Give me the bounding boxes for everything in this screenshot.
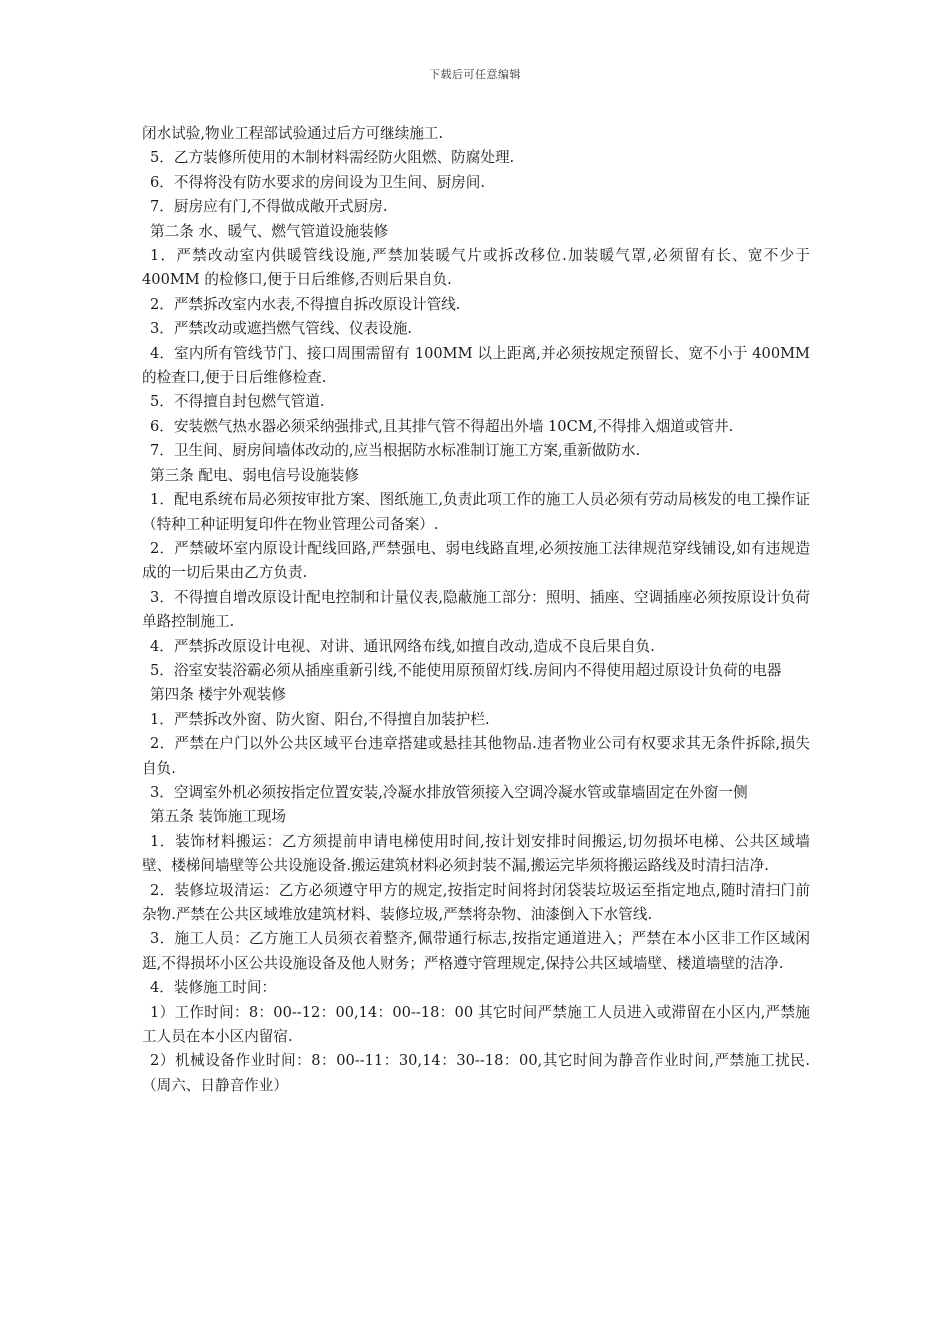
- numbered-item: 4．室内所有管线节门、接口周围需留有 100MM 以上距离,并必须按规定预留长、宽不小于 400MM 的检查口,便于日后维修检查.: [142, 344, 810, 387]
- numbered-item: 6．不得将没有防水要求的房间设为卫生间、厨房间.: [150, 173, 485, 191]
- numbered-item: 4．装修施工时间：: [150, 979, 277, 997]
- numbered-item: 3．空调室外机必须按指定位置安装,冷凝水排放管须接入空调冷凝水管或靠墙固定在外窗一侧: [150, 783, 748, 801]
- numbered-item: 7．卫生间、厨房间墙体改动的,应当根据防水标准制订施工方案,重新做防水.: [150, 442, 641, 460]
- numbered-item: 3．不得擅自增改原设计配电控制和计量仪表,隐蔽施工部分：照明、插座、空调插座必须按原设计负荷单路控制施工.: [142, 588, 810, 631]
- numbered-item: 4．严禁拆改原设计电视、对讲、通讯网络布线,如擅自改动,造成不良后果自负.: [150, 637, 655, 655]
- section-heading: 第二条 水、暖气、燃气管道设施装修: [150, 222, 389, 240]
- section-heading: 第五条 装饰施工现场: [150, 808, 286, 826]
- numbered-item: 1．严禁拆改外窗、防火窗、阳台,不得擅自加装护栏.: [150, 710, 490, 728]
- numbered-item: 1．配电系统布局必须按审批方案、图纸施工,负责此项工作的施工人员必须有劳动局核发的电工操作证（特种工种证明复印件在物业管理公司备案）.: [142, 491, 810, 533]
- numbered-item: 5．浴室安装浴霸必须从插座重新引线,不能使用原预留灯线.房间内不得使用超过原设计负荷的电器: [150, 661, 782, 679]
- numbered-item: 3．严禁改动或遮挡燃气管线、仪表设施.: [150, 320, 413, 338]
- numbered-item: 2．严禁拆改室内水表,不得擅自拆改原设计管线.: [150, 295, 461, 313]
- numbered-item: 2．严禁在户门以外公共区域平台违章搭建或悬挂其他物品.违者物业公司有权要求其无条件拆除,损失自负.: [142, 735, 810, 777]
- numbered-item: 5．不得擅自封包燃气管道.: [150, 393, 325, 411]
- section-heading: 第三条 配电、弱电信号设施装修: [150, 466, 359, 484]
- numbered-item: 6．安装燃气热水器必须采纳强排式,且其排气管不得超出外墙 10CM,不得排入烟道或管井.: [150, 417, 734, 435]
- numbered-item: 2．装修垃圾清运：乙方必须遵守甲方的规定,按指定时间将封闭袋装垃圾运至指定地点,随时清扫门前杂物.严禁在公共区域堆放建筑材料、装修垃圾,严禁将杂物、油漆倒入下水管线.: [142, 881, 810, 923]
- numbered-item: 5．乙方装修所使用的木制材料需经防火阻燃、防腐处理.: [150, 149, 515, 167]
- numbered-item: 3．施工人员：乙方施工人员须衣着整齐,佩带通行标志,按指定通道进入；严禁在本小区非工作区域闲逛,不得损坏小区公共设施设备及他人财务；严格遵守管理规定,保持公共区域墙壁、楼道墙壁的洁净.: [142, 930, 810, 972]
- numbered-item: 7．厨房应有门,不得做成敞开式厨房.: [150, 198, 388, 216]
- document-body: [142, 122, 810, 1098]
- section-heading: 第四条 楼宇外观装修: [150, 686, 286, 704]
- sub-item: 1）工作时间：8：00--12：00,14：00--18：00 其它时间严禁施工人员进入或滞留在小区内,严禁施工人员在本小区内留宿.: [142, 1003, 810, 1046]
- page-header: 下载后可任意编辑: [429, 68, 521, 81]
- numbered-item: 1．装饰材料搬运：乙方须提前申请电梯使用时间,按计划安排时间搬运,切勿损坏电梯、公共区域墙壁、楼梯间墙壁等公共设施设备.搬运建筑材料必须封装不漏,搬运完毕须将搬运路线及时清扫洁净.: [142, 832, 810, 875]
- paragraph: 闭水试验,物业工程部试验通过后方可继续施工.: [142, 125, 444, 142]
- sub-item: 2）机械设备作业时间：8：00--11：30,14：30--18：00,其它时间为静音作业时间,严禁施工扰民.（周六、日静音作业）: [142, 1052, 810, 1094]
- numbered-item: 2．严禁破坏室内原设计配线回路,严禁强电、弱电线路直埋,必须按施工法律规范穿线铺设,如有违规造成的一切后果由乙方负责.: [142, 539, 810, 582]
- numbered-item: 1．严禁改动室内供暖管线设施,严禁加装暖气片或拆改移位.加装暖气罩,必须留有长、宽不少于 400MM 的检修口,便于日后维修,否则后果自负.: [142, 247, 810, 289]
